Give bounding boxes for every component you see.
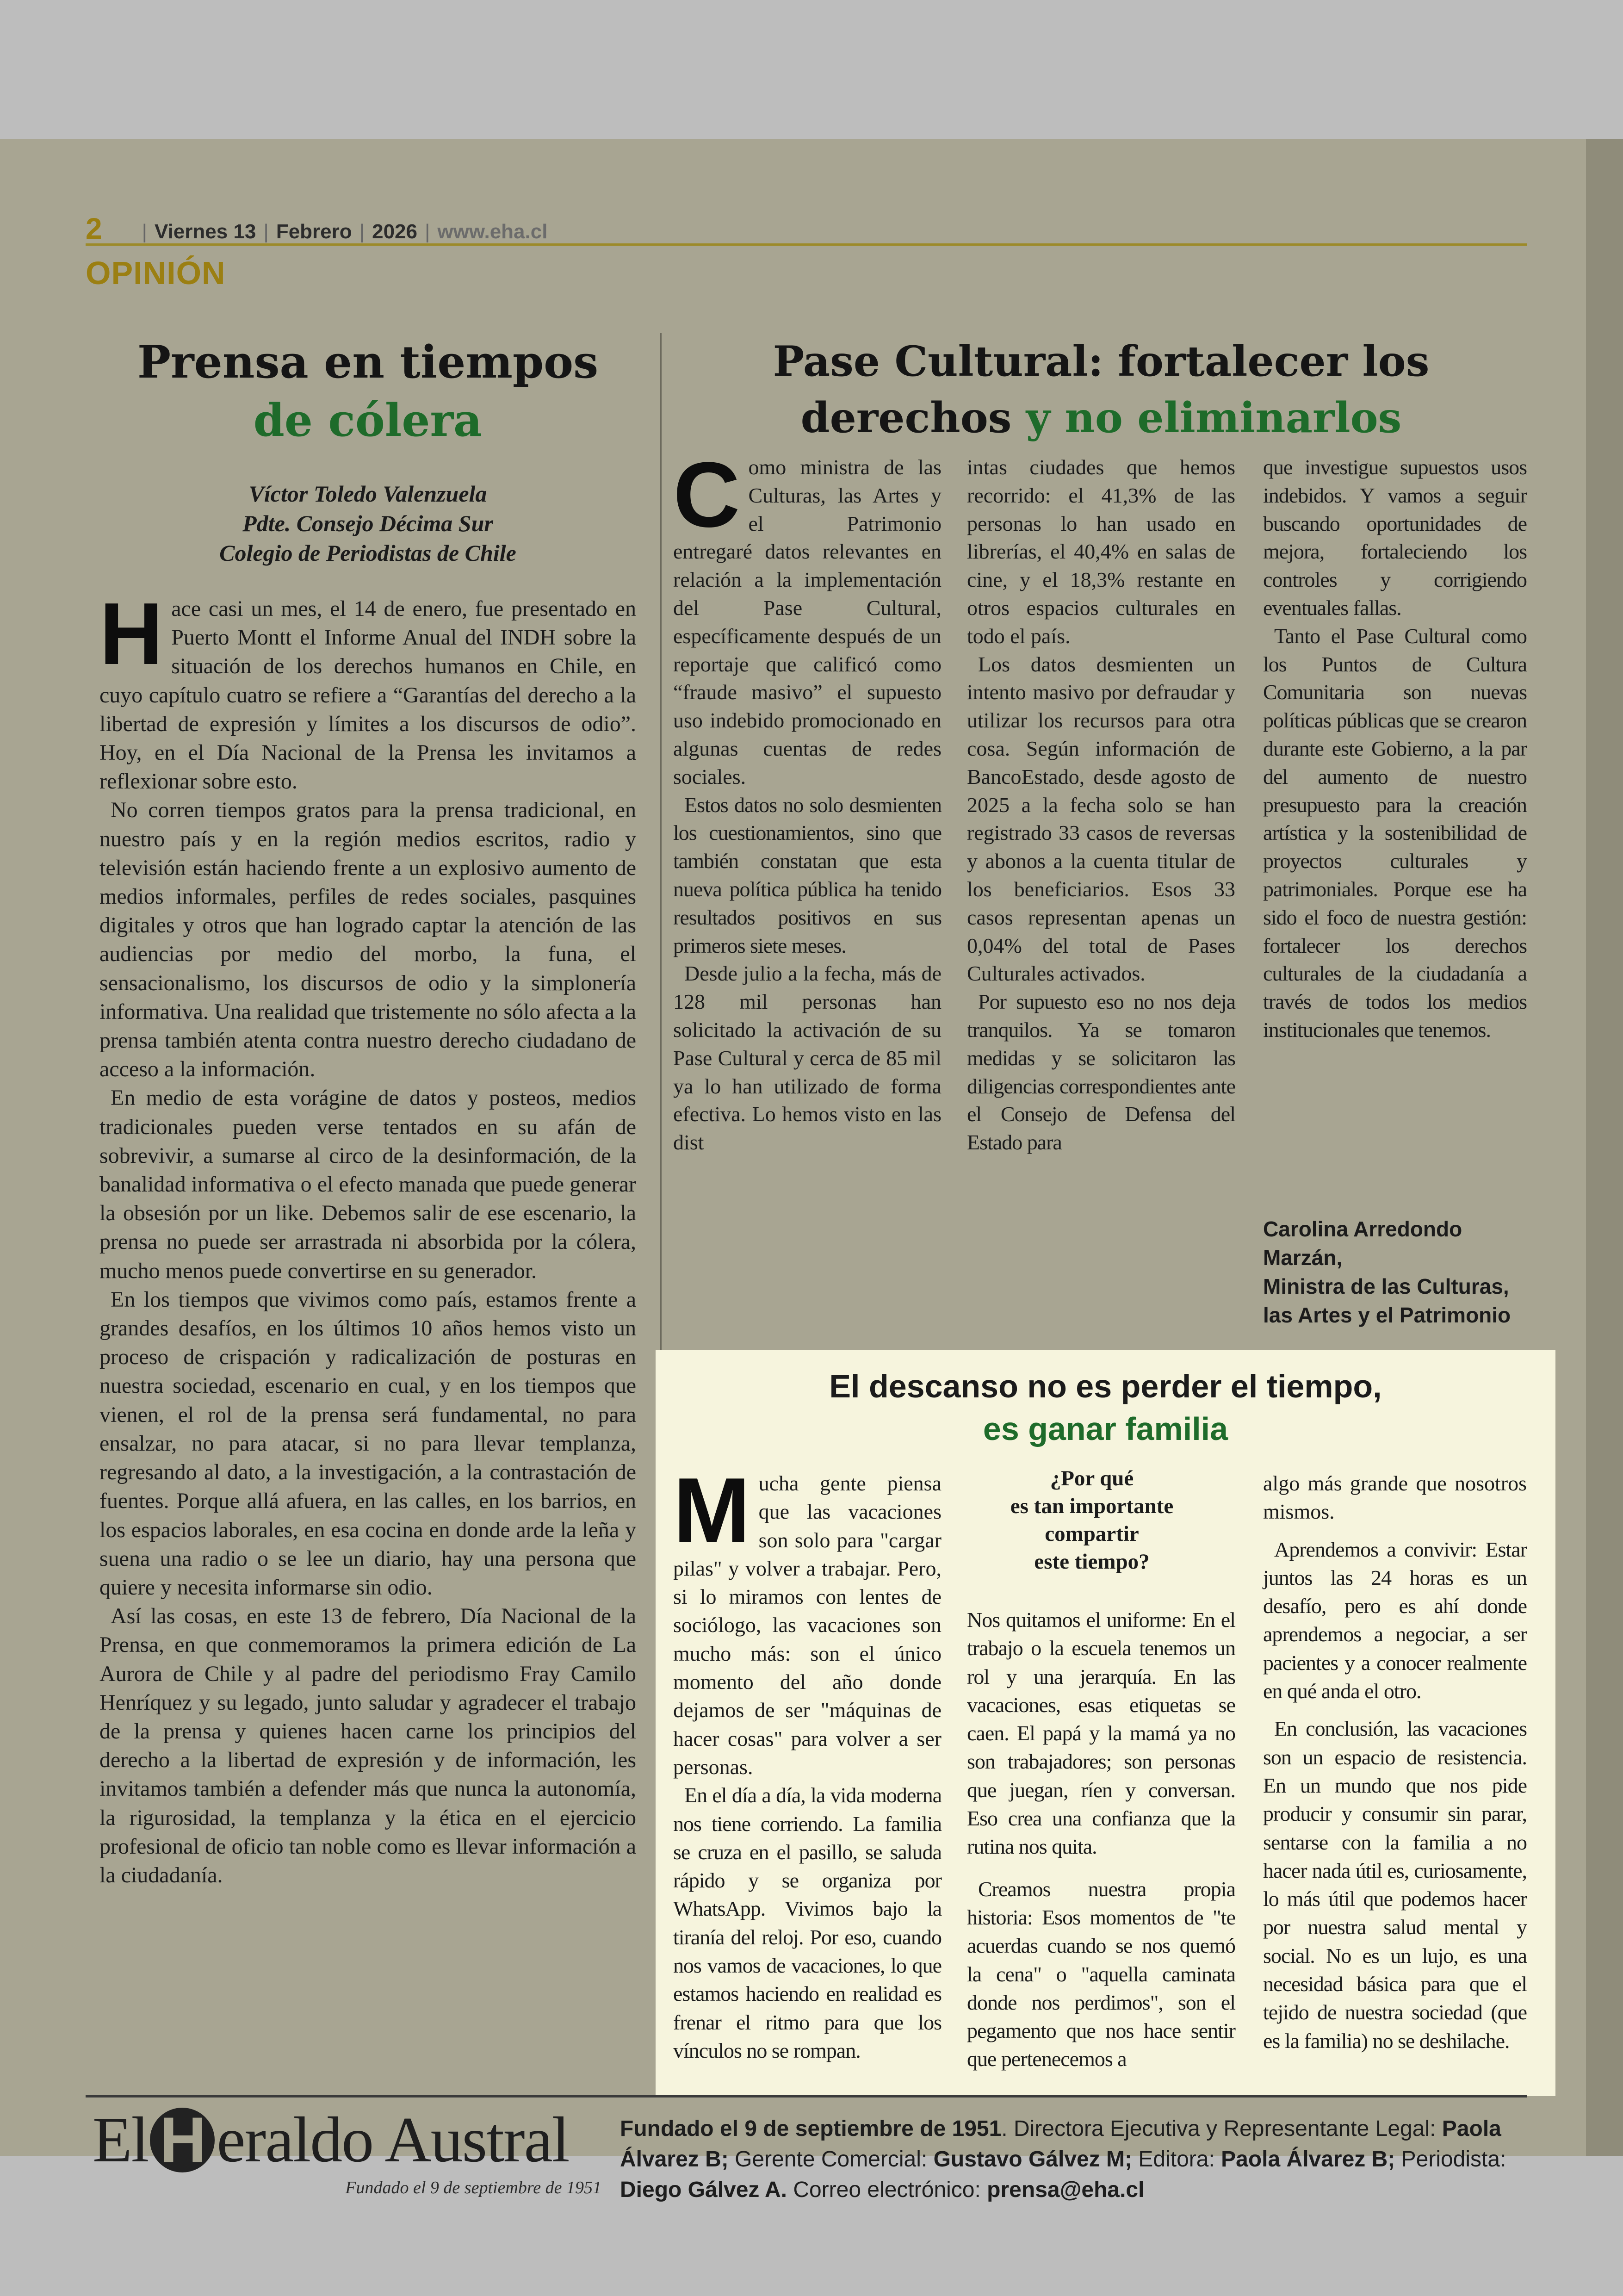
boxed-article-col2: Nos quitamos el uniforme: En el trabajo o la escuela tenemos un rol y una jerarquía. En las vacaciones, esas etiquetas se caen. El papá y la mamá ya no son trabajadores; son personas que juegan, ríen y conversan. Eso crea una confianza que la rutina nos quita. Creamos nuestra propia historia: Esos momentos de "te acuerdas cuando se nos quemó la cena" o "aquella caminata donde nos perdimos", son el pegamento que nos hace sentir que pertenecemos a (967, 1608, 1235, 2071)
footer-rule (86, 2095, 1527, 2097)
dropcap-m: M (673, 1459, 750, 1562)
right-article-col3: que investigue supuestos usos indebidos. Y vamos a seguir buscando oportunidades de mejora, fortaleciendo los controles y corrigiendo eventuales fallas. Tanto el Pase Cultural como los Puntos de Cultura Comunitaria son nuevas políticas públicas que se crearon durante este Gobierno, a la par del aumento de nuestro presupuesto para la creación artística y la sostenibilidad de proyectos culturales y patrimoniales. Porque ese ha sido el foco de nuestra gestión: fortalecer los derechos culturales de la ciudadanía a través de todos los medios institucionales que tenemos. (1263, 455, 1527, 1042)
boxed-article-col3: algo más grande que nosotros mismos. Aprendemos a convivir: Estar juntos las 24 horas es un desafío, pero es ahí donde aprendemos a negociar, a ser pacientes y a conocer realmente en qué anda el otro. En conclusión, las vacaciones son un espacio de resistencia. En un mundo que nos pide producir y consumir sin parar, sentarse con la familia a no hacer nada útil es, curiosamente, lo más útil que podemos hacer por nuestra salud mental y social. No es un lujo, es una necesidad básica para que el tejido de nuestra sociedad (que es la familia) no se deshilache. (1263, 1471, 1527, 2053)
header-year: 2026 (372, 220, 417, 243)
left-article-author: Víctor Toledo Valenzuela Pdte. Consejo Décima Sur Colegio de Periodistas de Chile (219, 481, 516, 566)
header-month: Febrero (276, 220, 352, 243)
newspaper-page (0, 139, 1623, 2202)
boxed-article-subhead: ¿Por qué es tan importante compartir este tiempo? (1010, 1466, 1174, 1574)
right-article-col1: Como ministra de las Culturas, las Artes y el Patrimonio entregaré datos relevantes en relación a la implementación del Pase Cultural, específicamente después de un reportaje que calificó como “fraude masivo” el supuesto uso indebido promocionado en algunas cuentas de redes sociales. Estos datos no solo desmienten los cuestionamientos, sino que también constatan que esta nueva política pública ha tenido resultados positivos en sus primeros siete meses. Desde julio a la fecha, más de 128 mil personas han solicitado la activación de su Pase Cultural y cerca de 85 mil ya lo han utilizado de forma efectiva. Lo hemos visto en las dist (673, 443, 942, 1154)
header-website[interactable]: www.eha.cl (437, 220, 548, 243)
page-number: 2 (86, 212, 102, 245)
footer-email-link[interactable]: prensa@eha.cl (987, 2178, 1145, 2202)
header-day: Viernes 13 (155, 220, 256, 243)
left-article-title: Prensa en tiempos de cólera (137, 336, 599, 447)
left-article-body: Hace casi un mes, el 14 de enero, fue presentado en Puerto Montt el Informe Anual del INDH sobre la situación de los derechos humanos en Chile, en cuyo capítulo cuatro se refiere a “Garantías del derecho a la libertad de expresión y límites a los discursos de odio”. Hoy, en el Día Nacional de la Prensa les invitamos a reflexionar sobre esto. No corren tiempos gratos para la prensa tradicional, en nuestro país y en la región medios escritos, radio y televisión están haciendo frente a un explosivo aumento de medios informales, perfiles de redes sociales, pasquines digitales y otros que han logrado captar la atención de las audiencias por medio del morbo, la funa, el sensacionalismo, los discursos de odio y la simplonería informativa. Una realidad que tristemente no sólo afecta a la prensa también atenta contra nuestro derecho ciudadano de acceso a la información. En medio de esta vorágine de datos y posteos, medios tradicionales pueden verse tentados en su afán de sobrevivir, a sumarse al circo de la desinformación, de la banalidad informativa o el efecto manada que puede generar la obsesión por un like. Debemos salir de ese escenario, la prensa no puede ser arrastrada ni absorbida por la cólera, mucho menos puede convertirse en su generador. En los tiempos que vivimos como país, estamos frente a grandes desafíos, en los últimos 10 años hemos visto un proceso de crispación y radicalización de posturas en nuestra sociedad, escenario en cual, y en los tiempos que vienen, el rol de la prensa será fundamental, no para ensalzar, no para atacar, si no para llevar templanza, regresando al dato, a la investigación, a la contrastación de fuentes. Porque allá afuera, en las calles, en los barrios, en los espacios laborales, en esa cocina en donde arde la leña y suena una radio o se lee un diario, hay una persona que quiere y necesita informarse sin odio. Así las cosas, en este 13 de febrero, Día Nacional de la Prensa, en que conmemoramos la primera edición de La Aurora de Chile y al padre del periodismo Fray Camilo Henríquez y su legado, junto saludar y agradecer el trabajo de la prensa y quienes hacen carne los principios del derecho a la libertad de expresión y de información, les invitamos también a defender más que nunca la autonomía, la rigurosidad, la templanza y la ética en el ejercicio profesional de oficio tan noble como es llevar información a la ciudadanía. (99, 585, 636, 1887)
boxed-article-title: El descanso no es perder el tiempo, es ganar familia (829, 1368, 1382, 1447)
page-header: 2 | Viernes 13 | Febrero | 2026 | www.eha.cl (86, 217, 1527, 246)
right-article-title: Pase Cultural: fortalecer los derechos y no eliminarlos (773, 337, 1430, 442)
dropcap-h: H (99, 585, 163, 683)
boxed-article-col1: Mucha gente piensa que las vacaciones son solo para "cargar pilas" y volver a trabajar. Pero, si lo miramos con lentes de sociólogo, las vacaciones son mucho más: son el único momento del año donde dejamos de ser "máquinas de hacer cosas" para volver a ser personas. En el día a día, la vida moderna nos tiene corriendo. La familia se cruza en el pasillo, se saluda rápido y se organiza por WhatsApp. Vivimos bajo la tiranía del reloj. Por eso, cuando nos vamos de vacaciones, lo que estamos haciendo en realidad es frenar el ritmo para que los vínculos no se rompan. (673, 1459, 942, 2062)
logo-founded: Fundado el 9 de septiembre de 1951 (345, 2178, 601, 2197)
right-article-signature: Carolina Arredondo Marzán, Ministra de las Culturas, las Artes y el Patrimonio (1263, 1217, 1511, 1327)
logo-h-icon: H (150, 2108, 215, 2172)
page-edge (1586, 139, 1623, 2156)
dropcap-c: C (673, 443, 740, 546)
section-title: OPINIÓN (86, 255, 226, 291)
right-article-col2: intas ciudades que hemos recorrido: el 41,3% de las personas lo han usado en librerías, el 40,4% en salas de cine, y el 18,3% restante en otros espacios culturales en todo el país. Los datos desmienten un intento masivo por defraudar y utilizar los recursos para otra cosa. Según información de BancoEstado, desde agosto de 2025 a la fecha solo se han registrado 33 casos de reversas y abonos a la cuenta titular de los beneficiarios. Esos 33 casos representan apenas un 0,04% del total de Pases Culturales activados. Por supuesto eso no nos deja tranquilos. Ya se tomaron medidas y se solicitaron las diligencias correspondientes ante el Consejo de Defensa del Estado para (967, 455, 1235, 1154)
newspaper-logo: El H eraldo Austral Fundado el 9 de septiembre de 1951 (93, 2104, 601, 2197)
footer-credits: Fundado el 9 de septiembre de 1951. Directora Ejecutiva y Representante Legal: Paola Álvarez B; Gerente Comercial: Gustavo Gálvez M; Editora: Paola Álvarez B; Periodista: Diego Gálvez A. Correo electrónico: prensa@eha.cl (620, 2116, 1506, 2202)
